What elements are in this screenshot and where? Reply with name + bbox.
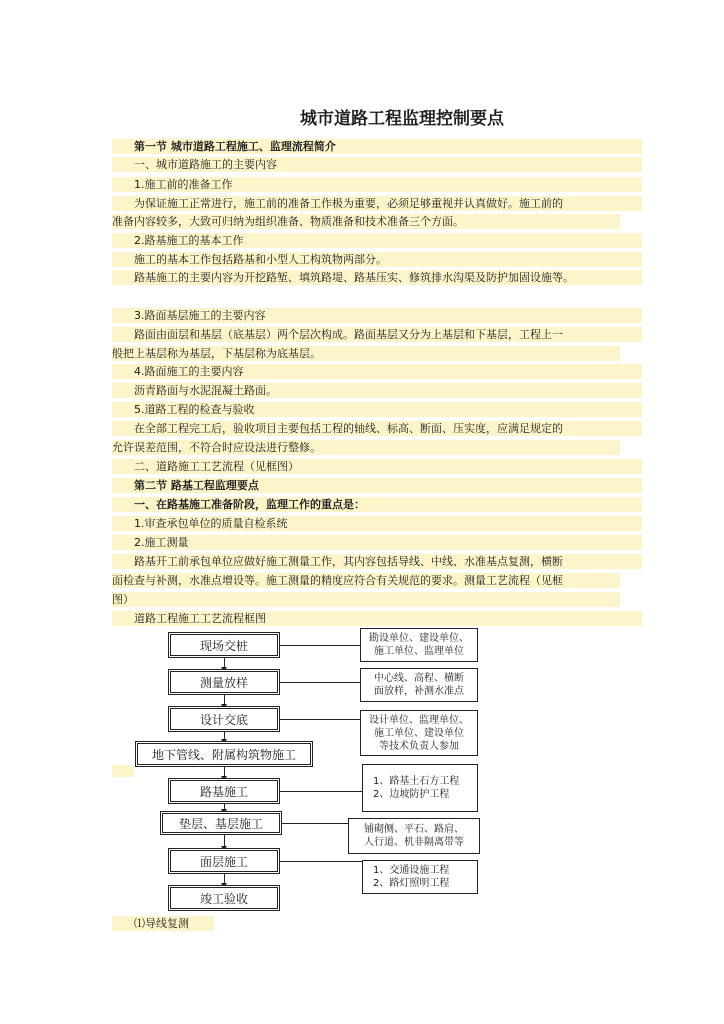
subheading: 一、城市道路施工的主要内容	[112, 157, 642, 172]
connector-line	[280, 682, 360, 683]
flow-note	[360, 710, 478, 756]
note-line: 勘设单位、建设单位、	[369, 633, 469, 644]
connector-line	[280, 719, 360, 720]
highlight-mark	[112, 765, 134, 777]
paragraph-line: 允许误差范围，不符合时应设法进行整修。	[112, 440, 620, 455]
flow-note	[360, 628, 478, 662]
note-line: 1、交通设施工程	[373, 865, 450, 876]
list-item: 1.施工前的准备工作	[112, 177, 642, 192]
connector-line	[280, 645, 360, 646]
note-line: 2、路灯照明工程	[373, 878, 450, 889]
flow-arrow	[224, 835, 225, 847]
flow-arrow	[224, 695, 225, 705]
note-line: 铺砌侧、平石、路肩、	[364, 824, 464, 835]
connector-line	[280, 791, 362, 792]
flow-step: 地下管线、附属构筑物施工	[135, 741, 313, 767]
flow-step: 路基施工	[168, 778, 280, 804]
note-line: 面放样，补测水准点	[374, 686, 464, 697]
note-line: 设计单位、监理单位、	[369, 714, 469, 726]
note-line: 施工单位、监理单位	[374, 646, 464, 657]
paragraph-line: 般把上基层称为基层，下基层称为底基层。	[112, 346, 620, 361]
flow-step: 测量放样	[168, 669, 280, 695]
list-item: 5.道路工程的检查与验收	[112, 402, 642, 417]
note-line: 1、路基土石方工程	[373, 776, 460, 787]
flow-arrow	[224, 732, 225, 740]
flow-step: 垫层、基层施工	[160, 811, 282, 835]
paragraph-line: 路面由面层和基层（底基层）两个层次构成。路面基层又分为上基层和下基层，工程上一	[112, 327, 642, 342]
list-item: 2.路基施工的基本工作	[112, 233, 642, 248]
flow-note	[362, 764, 478, 812]
list-item: 4.路面施工的主要内容	[112, 364, 642, 379]
paragraph-line: 准备内容较多，大致可归纳为组织准备、物质准备和技术准备三个方面。	[112, 214, 620, 229]
flow-note	[362, 860, 478, 894]
list-item: 3.路面基层施工的主要内容	[112, 308, 642, 323]
paragraph-line: 为保证施工正常进行，施工前的准备工作极为重要，必须足够重视并认真做好。施工前的	[112, 196, 642, 211]
flow-step: 竣工验收	[168, 885, 280, 911]
flow-arrow	[224, 658, 225, 668]
paragraph-line: 面检查与补测，水准点增设等。施工测量的精度应符合有关规范的要求。测量工艺流程（见框	[112, 573, 620, 588]
flow-arrow	[224, 874, 225, 884]
paragraph-line: 路基施工的主要内容为开挖路堑、填筑路堤、路基压实、修筑排水沟渠及防护加固设施等。	[112, 270, 642, 285]
connector-line	[282, 823, 348, 824]
subheading: 二、道路施工工艺流程（见框图）	[112, 459, 642, 474]
paragraph-line: 图）	[112, 592, 620, 607]
section-heading: 第一节 城市道路工程施工、监理流程简介	[112, 139, 642, 154]
figure-caption: 道路工程施工工艺流程框图	[112, 611, 642, 626]
section-heading: 第二节 路基工程监理要点	[112, 478, 642, 493]
list-item: ⑴导线复测	[112, 916, 214, 931]
paragraph-line: 沥青路面与水泥混凝土路面。	[112, 383, 642, 398]
note-line: 中心线、高程、横断	[374, 673, 464, 684]
list-item: 2.施工测量	[112, 535, 642, 550]
paragraph-line: 在全部工程完工后，验收项目主要包括工程的轴线、标高、断面、压实度，应满足规定的	[112, 421, 642, 436]
flow-arrow	[224, 804, 225, 810]
list-item: 1.审查承包单位的质量自检系统	[112, 516, 642, 531]
flow-step: 现场交桩	[168, 632, 280, 658]
note-line: 人行道、机非隔离带等	[364, 837, 464, 848]
subheading: 一、在路基施工准备阶段，监理工作的重点是：	[112, 497, 642, 512]
paragraph-line: 路基开工前承包单位应做好施工测量工作，其内容包括导线、中线、水准基点复测，横断	[112, 554, 642, 569]
note-line: 施工单位、建设单位	[374, 727, 464, 739]
note-line: 等技术负责人参加	[379, 740, 459, 752]
flow-note	[360, 668, 478, 702]
note-line: 2、边坡防护工程	[373, 789, 450, 800]
flow-note	[348, 818, 480, 854]
flow-arrow	[224, 767, 225, 777]
flow-step: 设计交底	[168, 706, 280, 732]
paragraph-line: 施工的基本工作包括路基和小型人工构筑物两部分。	[112, 252, 642, 267]
page-title: 城市道路工程监理控制要点	[300, 109, 504, 129]
connector-line	[280, 861, 362, 862]
flow-step: 面层施工	[168, 848, 280, 874]
